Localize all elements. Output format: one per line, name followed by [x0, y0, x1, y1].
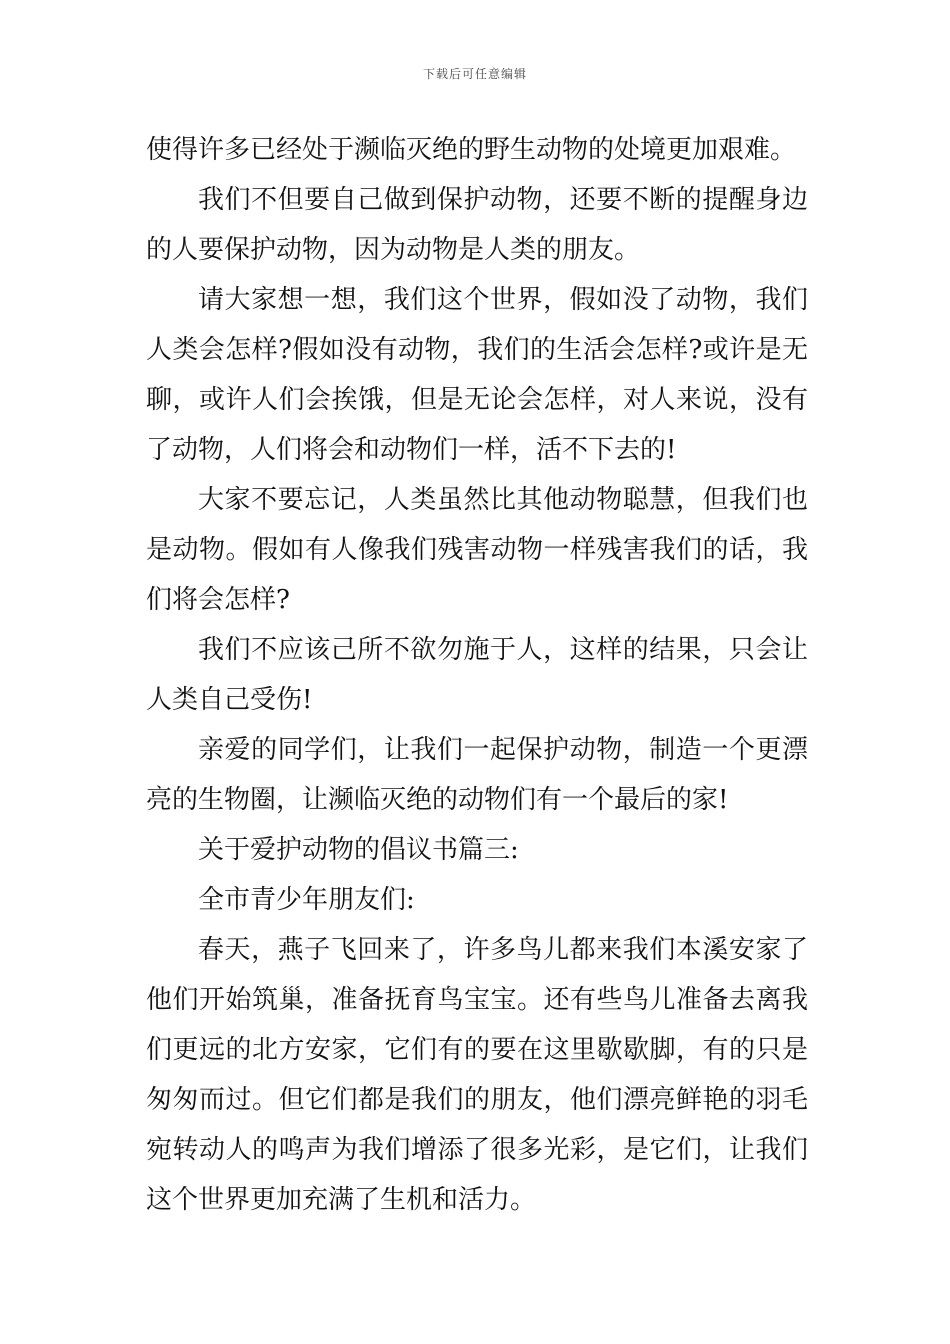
text-line: 们将会怎样? — [146, 585, 290, 615]
text-line: 请大家想一想，我们这个世界，假如没了动物，我们 — [198, 285, 808, 315]
text-line: 我们不但要自己做到保护动物，还要不断的提醒身边 — [198, 185, 808, 215]
text-line: 春天，燕子飞回来了，许多鸟儿都来我们本溪安家了 — [198, 935, 808, 965]
header-note: 下载后可任意编辑 — [422, 67, 527, 81]
text-line: 人类自己受伤! — [146, 685, 313, 715]
text-line: 这个世界更加充满了生机和活力。 — [146, 1185, 537, 1215]
text-line: 大家不要忘记，人类虽然比其他动物聪慧，但我们也 — [198, 485, 808, 515]
text-line: 他们开始筑巢，准备抚育鸟宝宝。还有些鸟儿准备去离我 — [146, 985, 808, 1015]
text-line: 我们不应该己所不欲勿施于人，这样的结果，只会让 — [198, 635, 808, 665]
text-line: 亲爱的同学们，让我们一起保护动物，制造一个更漂 — [198, 735, 808, 765]
text-line: 关于爱护动物的倡议书篇三: — [198, 835, 519, 865]
text-line: 匆匆而过。但它们都是我们的朋友，他们漂亮鲜艳的羽毛 — [146, 1085, 808, 1115]
text-line: 们更远的北方安家，它们有的要在这里歇歇脚，有的只是 — [146, 1035, 808, 1065]
text-line: 全市青少年朋友们: — [198, 885, 415, 915]
text-line: 宛转动人的鸣声为我们增添了很多光彩，是它们，让我们 — [146, 1135, 808, 1165]
text-line: 是动物。假如有人像我们残害动物一样残害我们的话，我 — [146, 535, 808, 565]
text-line: 的人要保护动物，因为动物是人类的朋友。 — [146, 235, 641, 265]
text-line: 了动物，人们将会和动物们一样，活不下去的! — [146, 435, 677, 465]
text-line: 亮的生物圈，让濒临灭绝的动物们有一个最后的家! — [146, 785, 729, 815]
text-line: 使得许多已经处于濒临灭绝的野生动物的处境更加艰难。 — [146, 135, 797, 165]
body-text — [146, 125, 808, 1225]
text-line: 人类会怎样?假如没有动物，我们的生活会怎样?或许是无 — [146, 335, 808, 365]
text-line: 聊，或许人们会挨饿，但是无论会怎样，对人来说，没有 — [146, 385, 808, 415]
